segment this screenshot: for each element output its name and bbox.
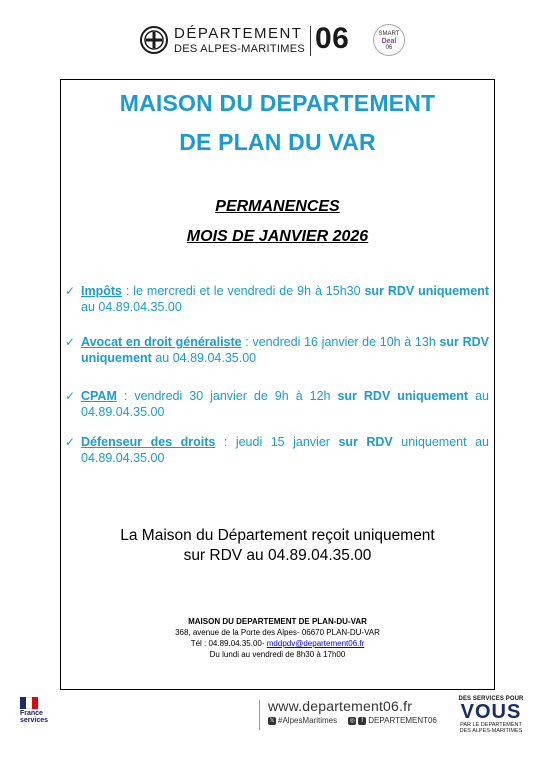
list-item bbox=[65, 334, 489, 366]
checkmark-icon: ✓ bbox=[65, 389, 76, 403]
website-link[interactable]: www.departement06.fr bbox=[268, 698, 413, 714]
x-icon[interactable]: 𝕏 bbox=[269, 717, 275, 724]
france-services-label: France services bbox=[20, 710, 49, 724]
item-text: : le mercredi et le vendredi de 9h à 15h30 bbox=[121, 284, 365, 298]
contact-title: MAISON DU DEPARTEMENT DE PLAN-DU-VAR bbox=[188, 617, 367, 626]
item-emphasis: sur RDV bbox=[338, 435, 393, 449]
item-emphasis: sur RDV uniquement bbox=[364, 284, 489, 298]
contact-block bbox=[61, 616, 494, 660]
facebook-icon[interactable]: f bbox=[358, 717, 366, 725]
poster-frame bbox=[60, 79, 495, 690]
department-number: 06 bbox=[315, 22, 350, 55]
item-emphasis: sur RDV uniquement bbox=[337, 389, 469, 403]
footer-divider bbox=[259, 700, 260, 730]
contact-email-link[interactable]: mddpdv@departement06.fr bbox=[266, 639, 365, 648]
department-emblem-icon bbox=[140, 26, 168, 54]
subtitle-line1 bbox=[61, 198, 494, 216]
vous-bottom2: DES ALPES-MARITIMES bbox=[459, 728, 523, 734]
hashtag-label: #AlpesMaritimes bbox=[278, 716, 338, 725]
appointment-note bbox=[61, 526, 494, 566]
page-title-line2: DE PLAN DU VAR bbox=[179, 129, 376, 155]
page-title-line1: MAISON DU DEPARTEMENT bbox=[119, 90, 436, 116]
subtitle-permanences: PERMANENCES bbox=[215, 198, 340, 215]
checkmark-icon: ✓ bbox=[65, 335, 76, 349]
subtitle-month: MOIS DE JANVIER 2026 bbox=[186, 228, 369, 245]
social-links bbox=[268, 716, 437, 725]
item-text: : vendredi 30 janvier de 9h à 12h bbox=[116, 389, 338, 403]
flag-icon bbox=[20, 697, 38, 709]
item-text: : vendredi 16 janvier de 10h à 13h bbox=[241, 335, 440, 349]
vous-top: DES SERVICES POUR bbox=[458, 696, 524, 702]
vous-bottom1: PAR LE DEPARTEMENT bbox=[460, 722, 522, 728]
note-line2: sur RDV au 04.89.04.35.00 bbox=[183, 547, 372, 564]
checkmark-icon: ✓ bbox=[65, 435, 76, 449]
instagram-icon[interactable]: ◎ bbox=[349, 717, 355, 724]
department-logo bbox=[140, 22, 410, 62]
item-phone: au 04.89.04.35.00 bbox=[81, 300, 182, 314]
contact-phone: Tél : 04.89.04.35.00- bbox=[190, 639, 267, 648]
contact-hours: Du lundi au vendredi de 8h30 à 17h00 bbox=[209, 650, 346, 659]
department-name: DÉPARTEMENT bbox=[174, 25, 303, 42]
vous-main: VOUS bbox=[460, 701, 522, 723]
department-region: DES ALPES-MARITIMES bbox=[174, 43, 306, 55]
list-item bbox=[65, 283, 489, 315]
subtitle-line2 bbox=[61, 228, 494, 246]
social-handle: DEPARTEMENT06 bbox=[368, 716, 437, 725]
item-label: Impôts bbox=[81, 284, 122, 298]
services-pour-vous-logo bbox=[452, 696, 530, 736]
checkmark-icon: ✓ bbox=[65, 284, 76, 298]
item-label: Avocat en droit généraliste bbox=[81, 335, 242, 349]
contact-line bbox=[61, 638, 494, 649]
france-services-logo bbox=[18, 697, 60, 737]
item-phone: uniquement au 04.89.04.35.00 bbox=[81, 435, 489, 465]
list-item bbox=[65, 434, 489, 466]
smart-deal-line2: Deal bbox=[381, 38, 397, 45]
item-phone: au 04.89.04.35.00 bbox=[151, 351, 257, 365]
item-label: CPAM bbox=[81, 389, 117, 403]
item-label: Défenseur des droits bbox=[81, 435, 216, 449]
smart-deal-line1: SMART bbox=[378, 31, 400, 37]
contact-address: 368, avenue de la Porte des Alpes- 06670 PLAN-DU-VAR bbox=[175, 628, 380, 637]
note-line1: La Maison du Département reçoit uniquement bbox=[120, 527, 435, 544]
item-text: : jeudi 15 janvier bbox=[215, 435, 339, 449]
smart-deal-badge bbox=[373, 24, 405, 56]
item-emphasis: sur RDV uniquement bbox=[81, 335, 489, 365]
list-item bbox=[65, 388, 489, 420]
item-phone: au 04.89.04.35.00 bbox=[81, 389, 489, 419]
header-divider bbox=[310, 26, 311, 56]
smart-deal-line3: 06 bbox=[385, 45, 393, 51]
